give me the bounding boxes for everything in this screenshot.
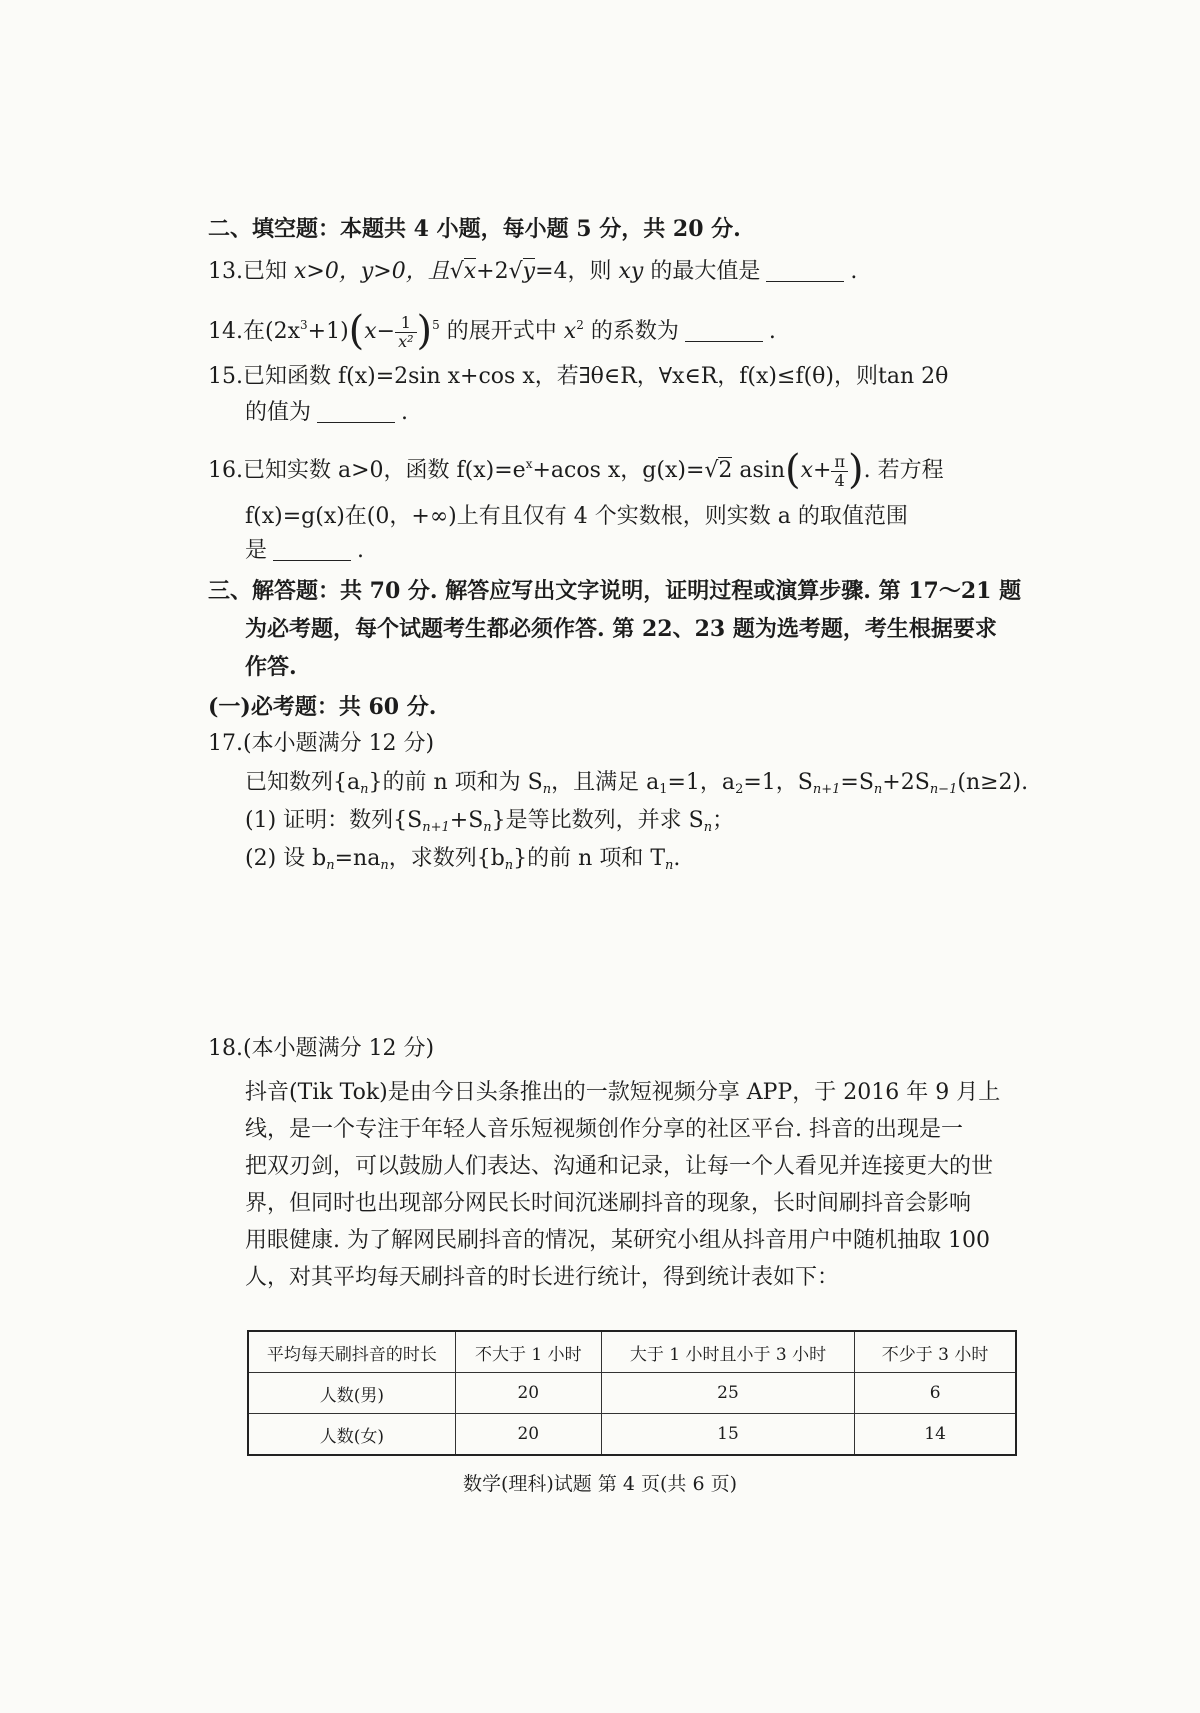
q15-number: 15. bbox=[208, 364, 243, 389]
fraction: $\frac{1}{\text{x²}}$ bbox=[395, 314, 416, 351]
table-header-cell: 不少于 3 小时 bbox=[855, 1331, 1016, 1373]
table-row bbox=[248, 1373, 1016, 1414]
table-cell: 25 bbox=[601, 1373, 854, 1414]
q17-header: 17.(本小题满分 12 分) bbox=[208, 731, 435, 756]
table-header-cell: 平均每天刷抖音的时长 bbox=[248, 1331, 455, 1373]
q18-header: 18.(本小题满分 12 分) bbox=[208, 1036, 435, 1061]
fraction: $\frac{\pi}{4}$ bbox=[831, 453, 848, 490]
q17-stem: 已知数列$\{a_n\}$的前 n 项和为 $S_n$，且满足 $a_1=1$，$a_2=1$，$S_{n+1}=S_n+2S_{n-1}(n\ge 2)$. bbox=[245, 770, 1029, 797]
table-header-cell: 不大于 1 小时 bbox=[455, 1331, 601, 1373]
table-cell: 20 bbox=[455, 1414, 601, 1456]
section2-heading: 二、填空题：本题共 4 小题，每小题 5 分，共 20 分. bbox=[208, 216, 741, 242]
question-15-cont: 的值为 . bbox=[245, 400, 409, 425]
table-row bbox=[248, 1414, 1016, 1456]
q17-part-1: (1) 证明：数列$\{S_{n+1}+S_n\}$是等比数列，并求 $S_n$； bbox=[245, 808, 735, 835]
table-cell: 14 bbox=[855, 1414, 1016, 1456]
page-footer: 数学(理科)试题 第 4 页(共 6 页) bbox=[462, 1473, 738, 1495]
question-14: 14.在$(2x^3+1)(x-$ $\frac{1}{\text{x²}}$ )$^5$ 的展开式中 $x^2$ 的系数为 . bbox=[208, 308, 776, 354]
table-header-cell: 大于 1 小时且小于 3 小时 bbox=[601, 1331, 854, 1373]
q18-line: 界，但同时也出现部分网民长时间沉迷刷抖音的现象，长时间刷抖音会影响 bbox=[245, 1191, 972, 1216]
table-cell: 6 bbox=[855, 1373, 1016, 1414]
q18-line: 线，是一个专注于年轻人音乐短视频创作分享的社区平台. 抖音的出现是一 bbox=[245, 1117, 963, 1142]
question-13: 13.已知 x>0，y>0，且√x+2√y=4，则 xy 的最大值是 . bbox=[208, 259, 858, 284]
section3-heading-2: 为必考题，每个试题考生都必须作答. 第 22、23 题为选考题，考生根据要求 bbox=[245, 616, 997, 642]
table-cell: 人数(男) bbox=[248, 1373, 455, 1414]
q13-number: 13. bbox=[208, 259, 243, 284]
q14-number: 14. bbox=[208, 319, 243, 344]
question-15: 15.已知函数 f(x)=2sin x+cos x，若∃θ∈R，∀x∈R，f(x)≤f(θ)，则tan 2θ bbox=[208, 364, 949, 389]
q18-line: 用眼健康. 为了解网民刷抖音的情况，某研究小组从抖音用户中随机抽取 100 bbox=[245, 1228, 990, 1253]
table-header-row bbox=[248, 1331, 1016, 1373]
q17-part-2: (2) 设 $b_n=na_n$，求数列$\{b_n\}$的前 n 项和 $T_n$. bbox=[245, 846, 681, 873]
question-16-cont: f(x)=g(x)在(0，+∞)上有且仅有 4 个实数根，则实数 a 的取值范围 bbox=[245, 504, 908, 529]
answer-blank bbox=[685, 319, 763, 342]
table-cell: 人数(女) bbox=[248, 1414, 455, 1456]
q18-line: 把双刃剑，可以鼓励人们表达、沟通和记录，让每一个人看见并连接更大的世 bbox=[245, 1154, 994, 1179]
answer-blank bbox=[766, 259, 844, 282]
q16-number: 16. bbox=[208, 458, 243, 483]
q18-line: 抖音(Tik Tok)是由今日头条推出的一款短视频分享 APP，于 2016 年 9 月上 bbox=[245, 1080, 1001, 1105]
section3-heading: 三、解答题：共 70 分. 解答应写出文字说明，证明过程或演算步骤. 第 17～21 题 bbox=[208, 578, 1022, 604]
table-cell: 20 bbox=[455, 1373, 601, 1414]
statistics-table bbox=[247, 1330, 1017, 1456]
question-16-cont2: 是 . bbox=[245, 538, 365, 563]
q18-line: 人，对其平均每天刷抖音的时长进行统计，得到统计表如下： bbox=[245, 1265, 840, 1290]
question-16: 16.已知实数 a>0，函数 $f(x)=e^x+acos$ x，g(x)=√2 asin(x+ $\frac{\pi}{4}$ ). 若方程 bbox=[208, 447, 944, 493]
part-1-heading: (一)必考题：共 60 分. bbox=[208, 694, 437, 720]
answer-blank bbox=[317, 400, 395, 423]
answer-blank bbox=[273, 538, 351, 561]
q18-stem bbox=[245, 1074, 1015, 1296]
section3-heading-3: 作答. bbox=[245, 654, 297, 680]
table-cell: 15 bbox=[601, 1414, 854, 1456]
